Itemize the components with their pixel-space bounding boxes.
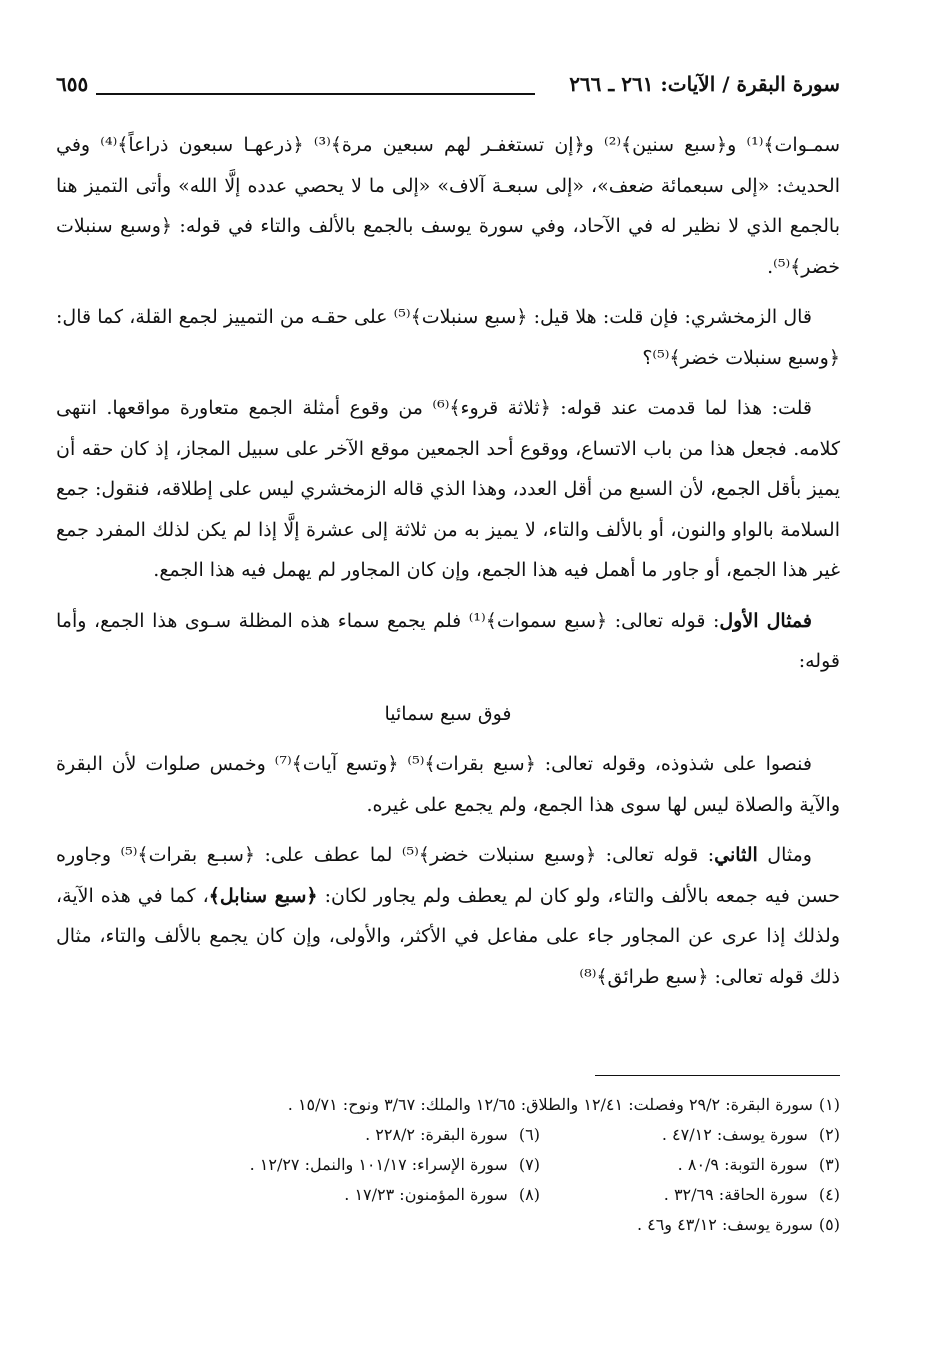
footnote-number: (٣) [818, 1155, 840, 1174]
footnote-number: (٧) [518, 1155, 540, 1174]
footnote-number: (٥) [818, 1215, 840, 1234]
paragraph-5: فنصوا على شذوذه، وقوله تعالى: ﴿سبع بقرات﴾⁽⁵⁾ ﴿وتسع آيات﴾⁽⁷⁾ وخمس صلوات لأن البقرة والآية والصلاة ليس لها سوى هذا الجمع، ولم يجمع على غيره. [56, 753, 840, 816]
paragraph-3: قلت: هذا لما قدمت عند قوله: ﴿ثلاثة قروء﴾⁽⁶⁾ من وقوع أمثلة الجمع متعاورة مواقعها. انتهى كلامه. فجعل هذا من باب الاتساع، ووقوع أحد الجمعين موقع الآخر على سبيل المجاز، إذ كان حقه أن يميز بأقل الجمع، لأن السبع من أقل العدد، وهذا الذي قاله الزمخشري ليس على إطلاقه، فنقول: جمع السلامة بالواو والنون، أو بالألف والتاء، لا يميز به من ثلاثة إلى عشرة إلَّا إذا لم يكن لذلك المفرد جمع غير هذا الجمع، أو جاور ما أهمل فيه هذا الجمع، وإن كان المجاور لم يهمل فيه هذا الجمع. [56, 397, 840, 581]
paragraph-6-lead: الثاني [714, 844, 758, 866]
footnote-text: سورة البقرة: ٢٢٨/٢ . [365, 1125, 508, 1144]
footnotes [100, 1090, 840, 1240]
footnote-text: سورة يوسف: ٤٣/١٢ و٤٦ . [636, 1215, 813, 1234]
paragraph-6 [56, 835, 840, 997]
main-text [56, 125, 840, 1007]
footnote-number: (٨) [518, 1185, 540, 1204]
paragraph-4-text: : قوله تعالى: ﴿سبع سموات﴾⁽¹⁾ فلم يجمع سماء هذه المظلة سـوى هذا الجمع، وأما قوله: [56, 609, 840, 672]
footnote-row-5 [100, 1210, 840, 1240]
paragraph-4 [56, 601, 840, 682]
footnote-cell [540, 1150, 840, 1180]
footnote-text: سورة الحاقة: ٣٢/٦٩ . [663, 1185, 808, 1204]
footnote-row-2 [100, 1120, 840, 1150]
footnote-cell [100, 1180, 540, 1210]
footnote-cell [540, 1120, 840, 1150]
footnote-text: سورة الإسراء: ١٠١/١٧ والنمل: ١٢/٢٧ . [249, 1155, 508, 1174]
paragraph-2: قال الزمخشري: فإن قلت: هلا قيل: ﴿سبع سنبلات﴾⁽⁵⁾ على حقـه من التمييز لجمع القلة، كما قال: ﴿وسبع سنبلات خضر﴾⁽⁵⁾؟ [56, 306, 840, 369]
footnote-number: (٦) [518, 1125, 540, 1144]
header-rule [96, 93, 535, 95]
footnote-cell [100, 1120, 540, 1150]
footnote-row-3 [100, 1150, 840, 1180]
footnote-row-4 [100, 1180, 840, 1210]
footnote-cell [100, 1150, 540, 1180]
paragraph-1: سمـوات﴾⁽¹⁾ و﴿سبع سنين﴾⁽²⁾ و﴿إن تستغفـر لهم سبعين مرة﴾⁽³⁾ ﴿ذرعهـا سبعون ذراعاً﴾⁽⁴⁾ وفي الحديث: «إلى سبعمائة ضعف»، «إلى سبعـة آلاف» «إلى ما لا يحصي عدده إلَّا الله» وأتى التميز هنا بالجمع الذي لا نظير له في الآحاد، وفي سورة يوسف بالجمع بالألف والتاء في قوله: ﴿وسبع سنبلات خضر﴾⁽⁵⁾. [56, 134, 841, 278]
footnote-number: (٢) [818, 1125, 840, 1144]
footnote-number: (١) [818, 1095, 840, 1114]
paragraph-6-mid: : قوله تعالى: ﴿وسبع سنبلات خضر﴾⁽⁵⁾ لما عطف على: ﴿سبـع بقرات﴾⁽⁵⁾ وجاوره حسن فيه جمعه بالألف والتاء، ولو كان لم يعطف ولم يجاور لكان: [56, 844, 841, 907]
paragraph-6-bold-quote: ﴿سبع سنابل﴾ [208, 884, 318, 907]
paragraph-6-post: ، كما في هذه الآية، ولذلك إذا عرى عن المجاور جاء على مفاعل في الأكثر، والأولى، وإن كان يجمع بالألف والتاء، مثال ذلك قوله تعالى: ﴿سبع طرائق﴾⁽⁸⁾ [56, 884, 840, 988]
header-title: سورة البقرة / الآيات: ٢٦١ ـ ٢٦٦ [569, 72, 840, 96]
verse-line: فوق سبع سمائيا [384, 702, 512, 725]
paragraph-4-lead: فمثال الأول [719, 609, 812, 632]
footnote-cell [540, 1180, 840, 1210]
running-header [56, 70, 840, 110]
footnote-text: سورة المؤمنون: ١٧/٢٣ . [344, 1185, 508, 1204]
footnote-number: (٤) [818, 1185, 840, 1204]
footnote-row-1 [100, 1090, 840, 1120]
footnote-text: سورة البقرة: ٢٩/٢ وفصلت: ١٢/٤١ والطلاق: ١٢/٦٥ والملك: ٣/٦٧ ونوح: ١٥/٧١ . [287, 1095, 813, 1114]
footnote-text: سورة التوبة: ٨٠/٩ . [677, 1155, 808, 1174]
page-number: ٦٥٥ [56, 72, 89, 96]
footnote-separator [595, 1075, 840, 1076]
footnote-text: سورة يوسف: ٤٧/١٢ . [661, 1125, 808, 1144]
paragraph-6-pre: ومثال [757, 844, 812, 866]
